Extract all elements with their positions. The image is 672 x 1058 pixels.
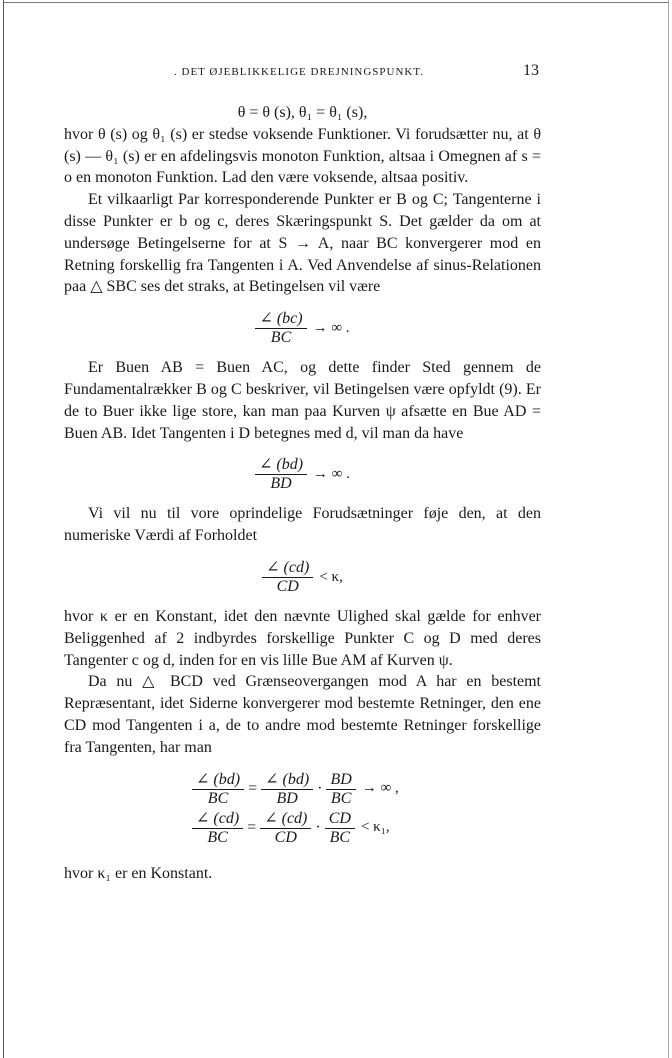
page-edge-top — [3, 2, 669, 3]
fraction — [255, 310, 306, 347]
paragraph-2: Et vilkaarligt Par korresponderende Punkter er B og C; Tangenterne i disse Punkter er b og c, deres Skæringspunkt S. Det gælder da om at undersøge Betingelserne for at S → A, naar BC konvergerer mod en Retning forskellig fra Tangenten i A. Ved Anvendelse af sinus-Relationen paa △ SBC ses det straks, at Betingelsen vil være — [64, 191, 541, 296]
formula-bc — [64, 310, 541, 347]
formula-rhs: → ∞ . — [312, 319, 350, 336]
numerator: ∠ (bc) — [255, 310, 306, 329]
denominator: CD — [276, 577, 299, 595]
formula-row-1 — [192, 771, 541, 808]
numerator: ∠ (cd) — [262, 559, 313, 578]
numerator: ∠ (bd) — [192, 771, 244, 790]
numerator: CD — [325, 810, 355, 829]
formula-block — [64, 771, 541, 847]
formula-rhs: < κ₁, — [360, 819, 390, 836]
formula-rhs: → ∞ . — [313, 465, 350, 482]
numerator: ∠ (cd) — [192, 810, 243, 829]
denominator: BC — [207, 828, 228, 846]
equals-sign: = — [248, 779, 258, 797]
denominator: BC — [330, 789, 352, 807]
denominator: BC — [329, 828, 351, 846]
running-head: . DET ØJEBLIKKELIGE DREJNINGSPUNKT. — [174, 66, 424, 78]
page-body — [64, 102, 541, 884]
page-header — [64, 62, 554, 82]
denominator: BC — [270, 329, 292, 347]
paragraph-5: hvor κ er en Konstant, idet den nævnte Ulighed skal gælde for enhver Beliggenhed af 2 indbyrdes forskellige Punkter C og D med deres Tangenter c og d, inden for en vis lille Bue AM af Kurven ψ. — [64, 607, 541, 669]
numerator: ∠ (bd) — [255, 456, 307, 475]
numerator: BD — [326, 771, 355, 790]
fraction — [192, 771, 244, 808]
formula-rhs: → ∞ , — [361, 780, 399, 797]
multiplication-dot: · — [317, 779, 323, 797]
fraction — [325, 810, 355, 847]
formula-rhs: < κ, — [319, 568, 343, 585]
paragraph-6: Da nu △ BCD ved Grænseovergangen mod A har en bestemt Repræsentant, idet Siderne konvergerer mod bestemte Retninger, den ene CD mod Tangenten i a, de to andre mod bestemte Retninger forskellige fra Tangenten, har man — [64, 673, 541, 756]
fraction — [262, 559, 313, 596]
paragraph-3: Er Buen AB = Buen AC, og dette finder Sted gennem de Fundamentalrækker B og C beskriver, vil Betingelsen være opfyldt (9). Er de to Buer ikke lige store, kan man paa Kurven ψ afsætte en Bue AD = Buen AB. Idet Tangenten i D betegnes med d, vil man da have — [64, 359, 541, 442]
paragraph-4: Vi vil nu til vore oprindelige Forudsætninger føje den, at den numeriske Værdi af Forholdet — [64, 505, 541, 545]
page-edge-right — [668, 0, 669, 1058]
formula-row-2 — [192, 810, 541, 847]
denominator: BC — [207, 789, 229, 807]
equals-sign: = — [247, 818, 257, 836]
numerator: ∠ (bd) — [261, 771, 313, 790]
page-number: 13 — [523, 62, 539, 79]
page-edge-left — [3, 0, 4, 1058]
fraction — [255, 456, 307, 493]
paragraph-1: hvor θ (s) og θ₁ (s) er stedse voksende Funktioner. Vi forudsætter nu, at θ (s) — θ₁ (s) er en afdelingsvis monoton Funktion, altsaa i Omegnen af s = o en monoton Funktion. Lad den være voksende, altsaa positiv. — [64, 125, 541, 187]
fraction — [192, 810, 243, 847]
fraction — [260, 810, 311, 847]
fraction — [326, 771, 355, 808]
fraction — [261, 771, 313, 808]
equation-theta: θ = θ (s), θ₁ = θ₁ (s), — [237, 104, 368, 121]
denominator: CD — [274, 828, 297, 846]
formula-bd — [64, 456, 541, 493]
denominator: BD — [270, 475, 292, 493]
paragraph-7: hvor κ₁ er en Konstant. — [64, 864, 213, 882]
multiplication-dot: · — [315, 818, 321, 836]
formula-cd — [64, 559, 541, 596]
denominator: BD — [276, 789, 298, 807]
numerator: ∠ (cd) — [260, 810, 311, 829]
